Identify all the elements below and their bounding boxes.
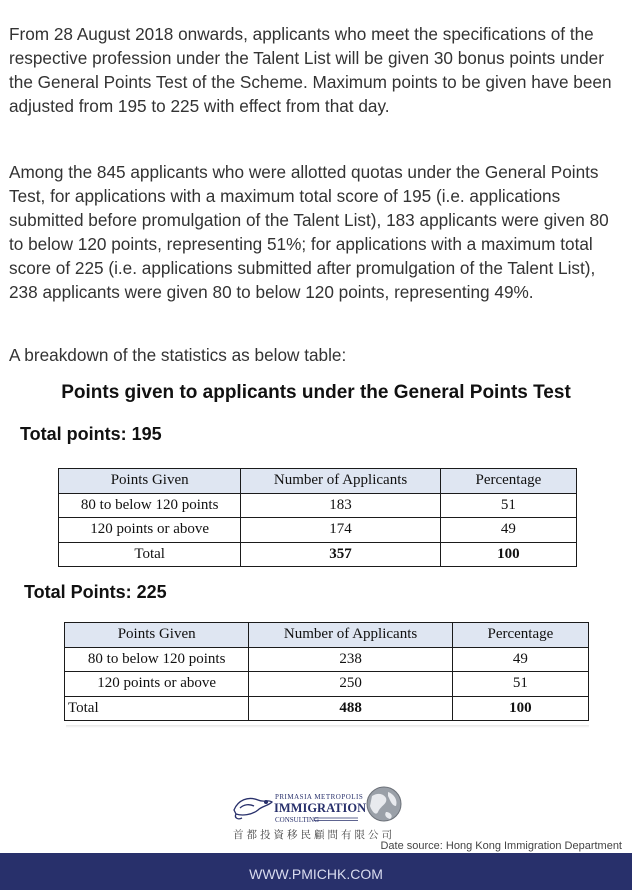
section-heading: Points given to applicants under the General Points Test [61, 382, 571, 403]
points-table-225 [64, 622, 589, 721]
intro-paragraph: From 28 August 2018 onwards, applicants who meet the specifications of the respective profession under the Talent List will be given 30 bonus points under the General Points Test of the Scheme. Maximum points to be given have been adjusted from 195 to 225 with effect from that day. [9, 24, 612, 116]
cell-percentage: 49 [452, 647, 588, 672]
col-header-percentage: Percentage [440, 469, 576, 494]
col-header-applicants: Number of Applicants [249, 623, 452, 648]
cell-applicants: 183 [241, 493, 440, 518]
cell-total-label: Total [59, 542, 241, 567]
cell-total-label: Total [65, 696, 249, 721]
cell-total-percentage: 100 [440, 542, 576, 567]
table1-title: Total points: 195 [20, 424, 162, 444]
logo-line1: PRIMASIA METROPOLIS [275, 793, 364, 801]
cell-total-percentage: 100 [452, 696, 588, 721]
dragon-emblem-icon [234, 798, 272, 818]
table-header-row [65, 623, 589, 648]
table-header-row [59, 469, 577, 494]
cell-points: 120 points or above [65, 672, 249, 697]
cell-percentage: 51 [440, 493, 576, 518]
data-source-note: Date source: Hong Kong Immigration Department [380, 840, 622, 852]
table-row [65, 647, 589, 672]
logo-line3: CONSULTING [275, 816, 320, 824]
cell-points: 80 to below 120 points [59, 493, 241, 518]
breakdown-intro: A breakdown of the statistics as below table: [9, 345, 347, 365]
cell-total-applicants: 488 [249, 696, 452, 721]
cell-percentage: 51 [452, 672, 588, 697]
table-total-row [65, 696, 589, 721]
col-header-percentage: Percentage [452, 623, 588, 648]
statistics-paragraph: Among the 845 applicants who were allotted quotas under the General Points Test, for applications with a maximum total score of 195 (i.e. applications submitted before promulgation of the Talent List), 183 applicants were given 80 to below 120 points, representing 51%; for applications with a maximum total score of 225 (i.e. applications submitted after promulgation of the Talent List), 238 applicants were given 80 to below 120 points, representing 49%. [9, 162, 609, 302]
table-shadow [66, 725, 589, 728]
footer-bar [0, 853, 632, 890]
table2-title: Total Points: 225 [24, 582, 167, 602]
cell-points: 80 to below 120 points [65, 647, 249, 672]
table-row [59, 493, 577, 518]
globe-icon [367, 787, 401, 821]
table-row [59, 518, 577, 543]
cell-applicants: 174 [241, 518, 440, 543]
logo-line2: IMMIGRATION [274, 801, 367, 815]
website-link[interactable]: WWW.PMICHK.COM [249, 866, 383, 882]
cell-total-applicants: 357 [241, 542, 440, 567]
cell-percentage: 49 [440, 518, 576, 543]
col-header-points-given: Points Given [59, 469, 241, 494]
table-row [65, 672, 589, 697]
col-header-applicants: Number of Applicants [241, 469, 440, 494]
table-total-row [59, 542, 577, 567]
cell-applicants: 250 [249, 672, 452, 697]
company-chinese-name: 首都投資移民顧問有限公司 [233, 829, 395, 841]
col-header-points-given: Points Given [65, 623, 249, 648]
cell-applicants: 238 [249, 647, 452, 672]
points-table-195 [58, 468, 577, 567]
cell-points: 120 points or above [59, 518, 241, 543]
